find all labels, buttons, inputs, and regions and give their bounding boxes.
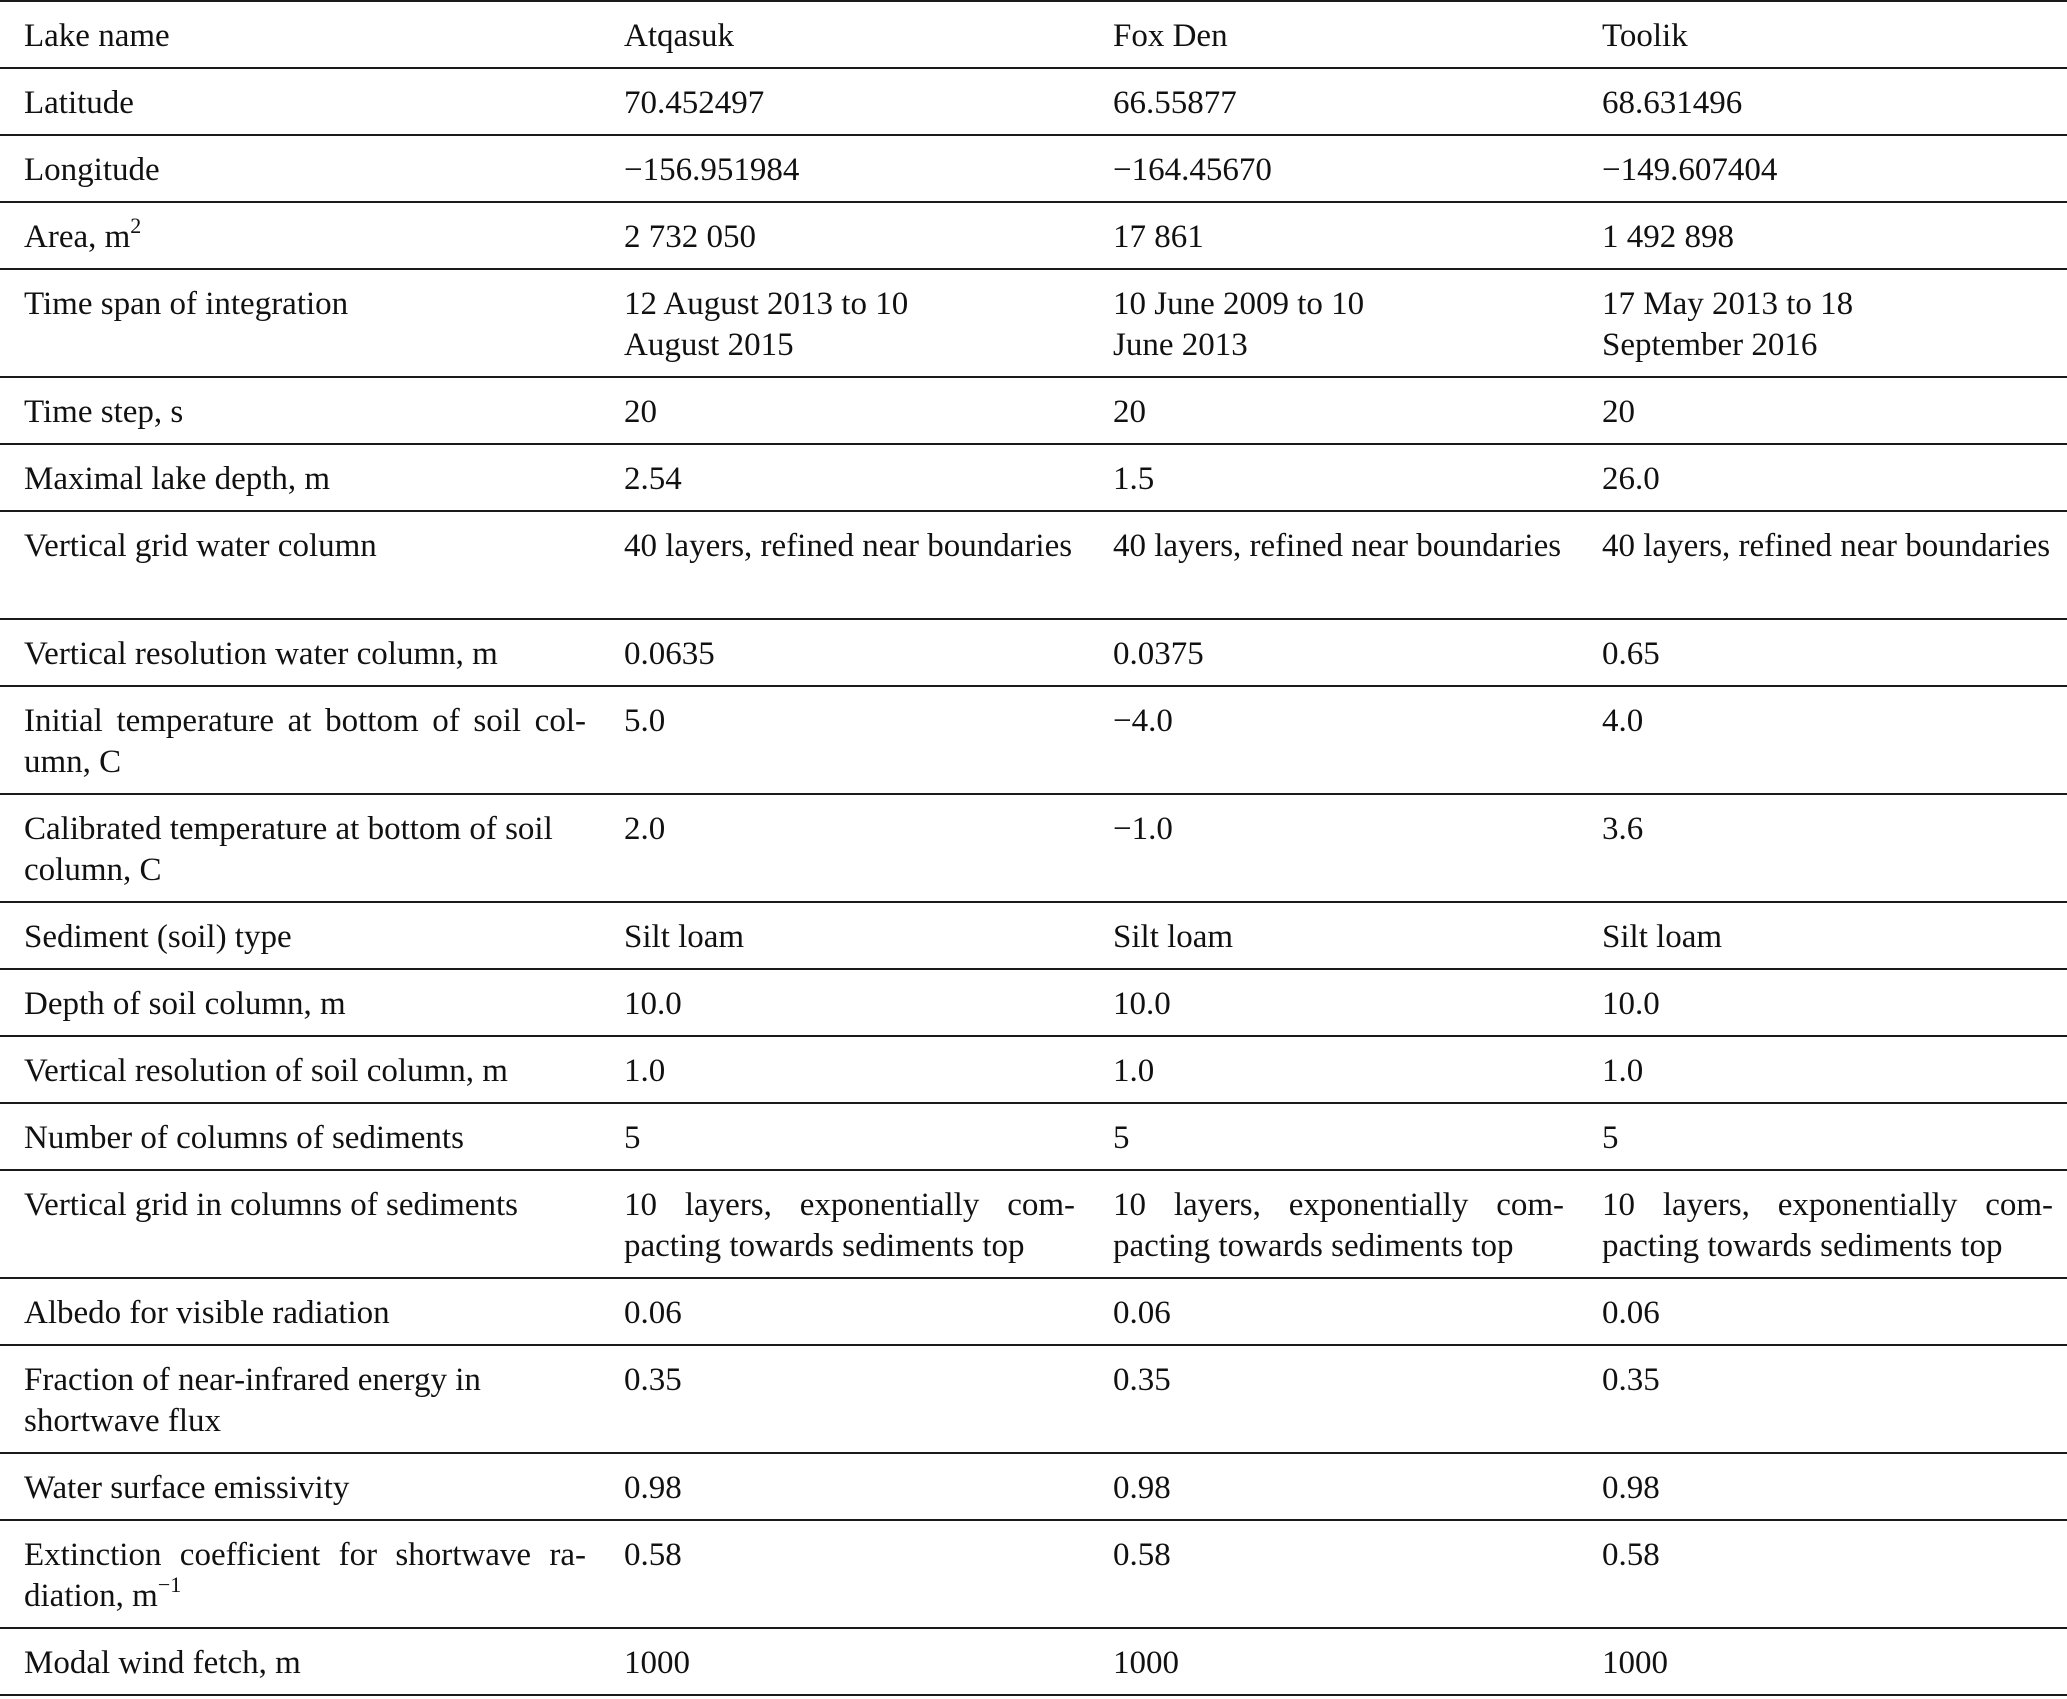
table-row-emissivity <box>0 1453 2067 1520</box>
cell-fox-den: 0.35 <box>1089 1345 1578 1453</box>
cell-toolik: 4.0 <box>1578 686 2067 794</box>
table-row-initial-temperature <box>0 686 2067 794</box>
row-label: Maximal lake depth, m <box>0 444 600 511</box>
cell-toolik: 10 layers, exponentially com-pacting towards sediments top <box>1578 1170 2067 1278</box>
cell-atqasuk: 2.54 <box>600 444 1089 511</box>
cell-toolik: 0.35 <box>1578 1345 2067 1453</box>
row-label: Depth of soil column, m <box>0 969 600 1036</box>
table-row-longitude <box>0 135 2067 202</box>
cell-fox-den: 0.06 <box>1089 1278 1578 1345</box>
row-label <box>0 202 600 269</box>
row-label: Latitude <box>0 68 600 135</box>
cell-fox-den: −4.0 <box>1089 686 1578 794</box>
row-label: Longitude <box>0 135 600 202</box>
cell-fox-den: 17 861 <box>1089 202 1578 269</box>
cell-atqasuk: 0.58 <box>600 1520 1089 1628</box>
cell-toolik: 40 layers, refined near boundaries <box>1578 511 2067 619</box>
table-row-extinction-coefficient <box>0 1520 2067 1628</box>
row-label: Vertical grid in columns of sediments <box>0 1170 600 1278</box>
cell-fox-den: 66.55877 <box>1089 68 1578 135</box>
row-label: Time span of integration <box>0 269 600 377</box>
table-row-lake-name <box>0 1 2067 68</box>
cell-toolik: 1000 <box>1578 1628 2067 1695</box>
row-label-superscript: 2 <box>130 213 142 238</box>
row-label: Albedo for visible radiation <box>0 1278 600 1345</box>
table-row-soil-depth <box>0 969 2067 1036</box>
table-row-wind-fetch <box>0 1628 2067 1695</box>
cell-atqasuk: 20 <box>600 377 1089 444</box>
cell-fox-den: 10.0 <box>1089 969 1578 1036</box>
cell-toolik: 3.6 <box>1578 794 2067 902</box>
table-row-time-step <box>0 377 2067 444</box>
row-label: Vertical resolution of soil column, m <box>0 1036 600 1103</box>
cell-fox-den: −164.45670 <box>1089 135 1578 202</box>
cell-atqasuk: 0.35 <box>600 1345 1089 1453</box>
cell-fox-den: 5 <box>1089 1103 1578 1170</box>
row-label: Vertical resolution water column, m <box>0 619 600 686</box>
cell-atqasuk: 2.0 <box>600 794 1089 902</box>
cell-atqasuk: 0.0635 <box>600 619 1089 686</box>
cell-toolik: 17 May 2013 to 18 September 2016 <box>1578 269 2067 377</box>
table-row-calibrated-temperature <box>0 794 2067 902</box>
table-row-max-depth <box>0 444 2067 511</box>
row-label: Fraction of near-infrared energy in shortwave flux <box>0 1345 600 1453</box>
table-row-latitude <box>0 68 2067 135</box>
table-row-time-span <box>0 269 2067 377</box>
cell-fox-den: 20 <box>1089 377 1578 444</box>
table-row-vertical-resolution-water <box>0 619 2067 686</box>
cell-toolik: 0.06 <box>1578 1278 2067 1345</box>
cell-atqasuk: 1000 <box>600 1628 1089 1695</box>
cell-toolik: 26.0 <box>1578 444 2067 511</box>
row-label: Time step, s <box>0 377 600 444</box>
table-row-sediment-columns <box>0 1103 2067 1170</box>
cell-toolik: 5 <box>1578 1103 2067 1170</box>
row-label-superscript: −1 <box>157 1572 182 1597</box>
cell-fox-den: 0.58 <box>1089 1520 1578 1628</box>
cell-atqasuk: Atqasuk <box>600 1 1089 68</box>
cell-atqasuk: 0.06 <box>600 1278 1089 1345</box>
cell-toolik: Toolik <box>1578 1 2067 68</box>
cell-atqasuk: 12 August 2013 to 10 August 2015 <box>600 269 1089 377</box>
cell-atqasuk: 5.0 <box>600 686 1089 794</box>
table-row-soil-resolution <box>0 1036 2067 1103</box>
cell-toolik: 1 492 898 <box>1578 202 2067 269</box>
row-label: Initial temperature at bottom of soil col-umn, C <box>0 686 600 794</box>
cell-atqasuk: 2 732 050 <box>600 202 1089 269</box>
cell-toolik: −149.607404 <box>1578 135 2067 202</box>
cell-fox-den: −1.0 <box>1089 794 1578 902</box>
cell-fox-den: 10 layers, exponentially com-pacting towards sediments top <box>1089 1170 1578 1278</box>
cell-fox-den: 40 layers, refined near boundaries <box>1089 511 1578 619</box>
table-row-albedo <box>0 1278 2067 1345</box>
cell-fox-den: Silt loam <box>1089 902 1578 969</box>
cell-fox-den: 0.98 <box>1089 1453 1578 1520</box>
cell-atqasuk: Silt loam <box>600 902 1089 969</box>
cell-toolik: 0.58 <box>1578 1520 2067 1628</box>
cell-fox-den: 0.0375 <box>1089 619 1578 686</box>
row-label: Modal wind fetch, m <box>0 1628 600 1695</box>
cell-toolik: 10.0 <box>1578 969 2067 1036</box>
row-label: Calibrated temperature at bottom of soil column, C <box>0 794 600 902</box>
table-row-sediment-grid <box>0 1170 2067 1278</box>
cell-toolik: 68.631496 <box>1578 68 2067 135</box>
row-label-text: Area, m <box>24 219 131 255</box>
cell-atqasuk: 40 layers, refined near boundaries <box>600 511 1089 619</box>
cell-atqasuk: 1.0 <box>600 1036 1089 1103</box>
cell-fox-den: 1.5 <box>1089 444 1578 511</box>
cell-toolik: Silt loam <box>1578 902 2067 969</box>
row-label-text: Extinction coefficient for shortwave ra-diation, m <box>24 1537 586 1614</box>
table-row-area <box>0 202 2067 269</box>
row-label: Sediment (soil) type <box>0 902 600 969</box>
cell-atqasuk: 10 layers, exponentially com-pacting towards sediments top <box>600 1170 1089 1278</box>
table-row-near-infrared-fraction <box>0 1345 2067 1453</box>
cell-toolik: 20 <box>1578 377 2067 444</box>
table-row-vertical-grid-water <box>0 511 2067 619</box>
cell-fox-den: 1000 <box>1089 1628 1578 1695</box>
cell-toolik: 1.0 <box>1578 1036 2067 1103</box>
cell-toolik: 0.65 <box>1578 619 2067 686</box>
row-label: Water surface emissivity <box>0 1453 600 1520</box>
cell-fox-den: 10 June 2009 to 10 June 2013 <box>1089 269 1578 377</box>
row-label: Vertical grid water column <box>0 511 600 619</box>
table-row-sediment-type <box>0 902 2067 969</box>
cell-atqasuk: 5 <box>600 1103 1089 1170</box>
row-label: Lake name <box>0 1 600 68</box>
cell-atqasuk: −156.951984 <box>600 135 1089 202</box>
row-label <box>0 1520 600 1628</box>
cell-fox-den: Fox Den <box>1089 1 1578 68</box>
cell-atqasuk: 70.452497 <box>600 68 1089 135</box>
cell-toolik: 0.98 <box>1578 1453 2067 1520</box>
cell-atqasuk: 10.0 <box>600 969 1089 1036</box>
cell-fox-den: 1.0 <box>1089 1036 1578 1103</box>
row-label: Number of columns of sediments <box>0 1103 600 1170</box>
cell-atqasuk: 0.98 <box>600 1453 1089 1520</box>
